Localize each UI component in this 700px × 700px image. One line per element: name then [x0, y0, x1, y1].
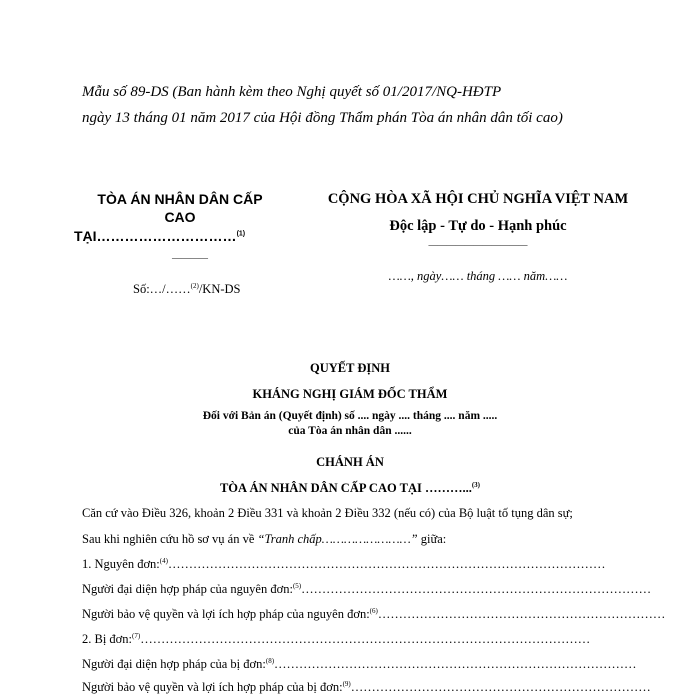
fill-in-dots: ……………………………………………………………: [377, 607, 666, 621]
field-label: Người bảo vệ quyền và lợi ích hợp pháp của nguyên đơn:: [82, 607, 370, 621]
field-row: [82, 606, 666, 622]
case-study-prefix: Sau khi nghiên cứu hồ sơ vụ án về: [82, 532, 258, 546]
form-header-line1: Mẫu số 89-DS (Ban hành kèm theo Nghị quyết số 01/2017/NQ-HĐTP: [82, 84, 502, 100]
fill-in-dots: ……………………………………………………………………………: [274, 657, 637, 671]
fill-in-dots: ……………………………………………………………………………………………: [167, 557, 606, 571]
case-study-suffix: giữa:: [417, 532, 447, 546]
field-label: Người đại diện hợp pháp của nguyên đơn:: [82, 582, 293, 596]
field-label: 2. Bị đơn:: [82, 632, 133, 646]
footnote-ref: (2): [190, 281, 199, 290]
footnote-ref: (9): [342, 679, 351, 688]
footnote-ref: (5): [292, 581, 302, 590]
national-motto: Độc lập - Tự do - Hạnh phúc: [389, 218, 567, 234]
field-row: [82, 581, 652, 597]
court-name-line2: CAO: [164, 209, 196, 225]
decision-subject-line1: Đối với Bản án (Quyết định) số .... ngày .... tháng .... năm .....: [202, 410, 498, 422]
authority-court-name: TÒA ÁN NHÂN DÂN CẤP CAO TẠI ………...: [219, 481, 472, 495]
case-study-quote: “Tranh chấp……………………”: [257, 532, 418, 546]
court-name-line1: TÒA ÁN NHÂN DÂN CẤP: [97, 191, 263, 207]
republic-name: CỘNG HÒA XÃ HỘI CHỦ NGHĨA VIỆT NAM: [327, 191, 629, 207]
footnote-ref: (6): [369, 606, 378, 615]
field-label: Người đại diện hợp pháp của bị đơn:: [82, 657, 266, 671]
footnote-ref: (1): [236, 230, 246, 238]
footnote-ref: (3): [471, 480, 481, 489]
form-header-line2: ngày 13 tháng 01 năm 2017 của Hội đồng Thẩm phán Tòa án nhân dân tối cao): [82, 110, 563, 126]
legal-basis: Căn cứ vào Điều 326, khoản 2 Điều 331 và khoản 2 Điều 332 (nếu có) của Bộ luật tố tụng dân sự;: [82, 506, 573, 520]
footnote-ref: (8): [265, 656, 275, 665]
case-study-line: [82, 532, 446, 547]
fill-in-dots: …………………………………………………………………………: [301, 582, 652, 596]
document-number-prefix: Số:…/……: [133, 282, 191, 296]
footnote-ref: (4): [159, 556, 168, 565]
footnote-ref: (7): [132, 631, 141, 640]
authority-court: [170, 481, 530, 496]
decision-type: KHÁNG NGHỊ GIÁM ĐỐC THẨM: [252, 387, 448, 401]
court-name-line3: [74, 228, 245, 244]
fill-in-dots: ………………………………………………………………: [350, 680, 651, 694]
field-row: [82, 679, 651, 695]
authority-title: CHÁNH ÁN: [316, 455, 384, 469]
field-label: 1. Nguyên đơn:: [82, 557, 160, 571]
court-location: TẠI…………………………: [74, 228, 237, 244]
document-number: [133, 282, 241, 297]
fill-in-dots: ………………………………………………………………………………………………: [140, 632, 591, 646]
field-row: [82, 656, 637, 672]
decision-subject-line2: của Tòa án nhân dân ......: [288, 425, 412, 437]
date-line: ……, ngày…… tháng …… năm……: [388, 269, 568, 283]
right-divider: ———————————: [428, 240, 528, 250]
field-row: [82, 556, 606, 572]
left-divider: ————: [172, 253, 208, 263]
document-number-suffix: /KN-DS: [198, 282, 241, 296]
field-row: [82, 632, 602, 647]
field-label: Người bảo vệ quyền và lợi ích hợp pháp của bị đơn:: [82, 680, 343, 694]
decision-title: QUYẾT ĐỊNH: [310, 361, 390, 375]
